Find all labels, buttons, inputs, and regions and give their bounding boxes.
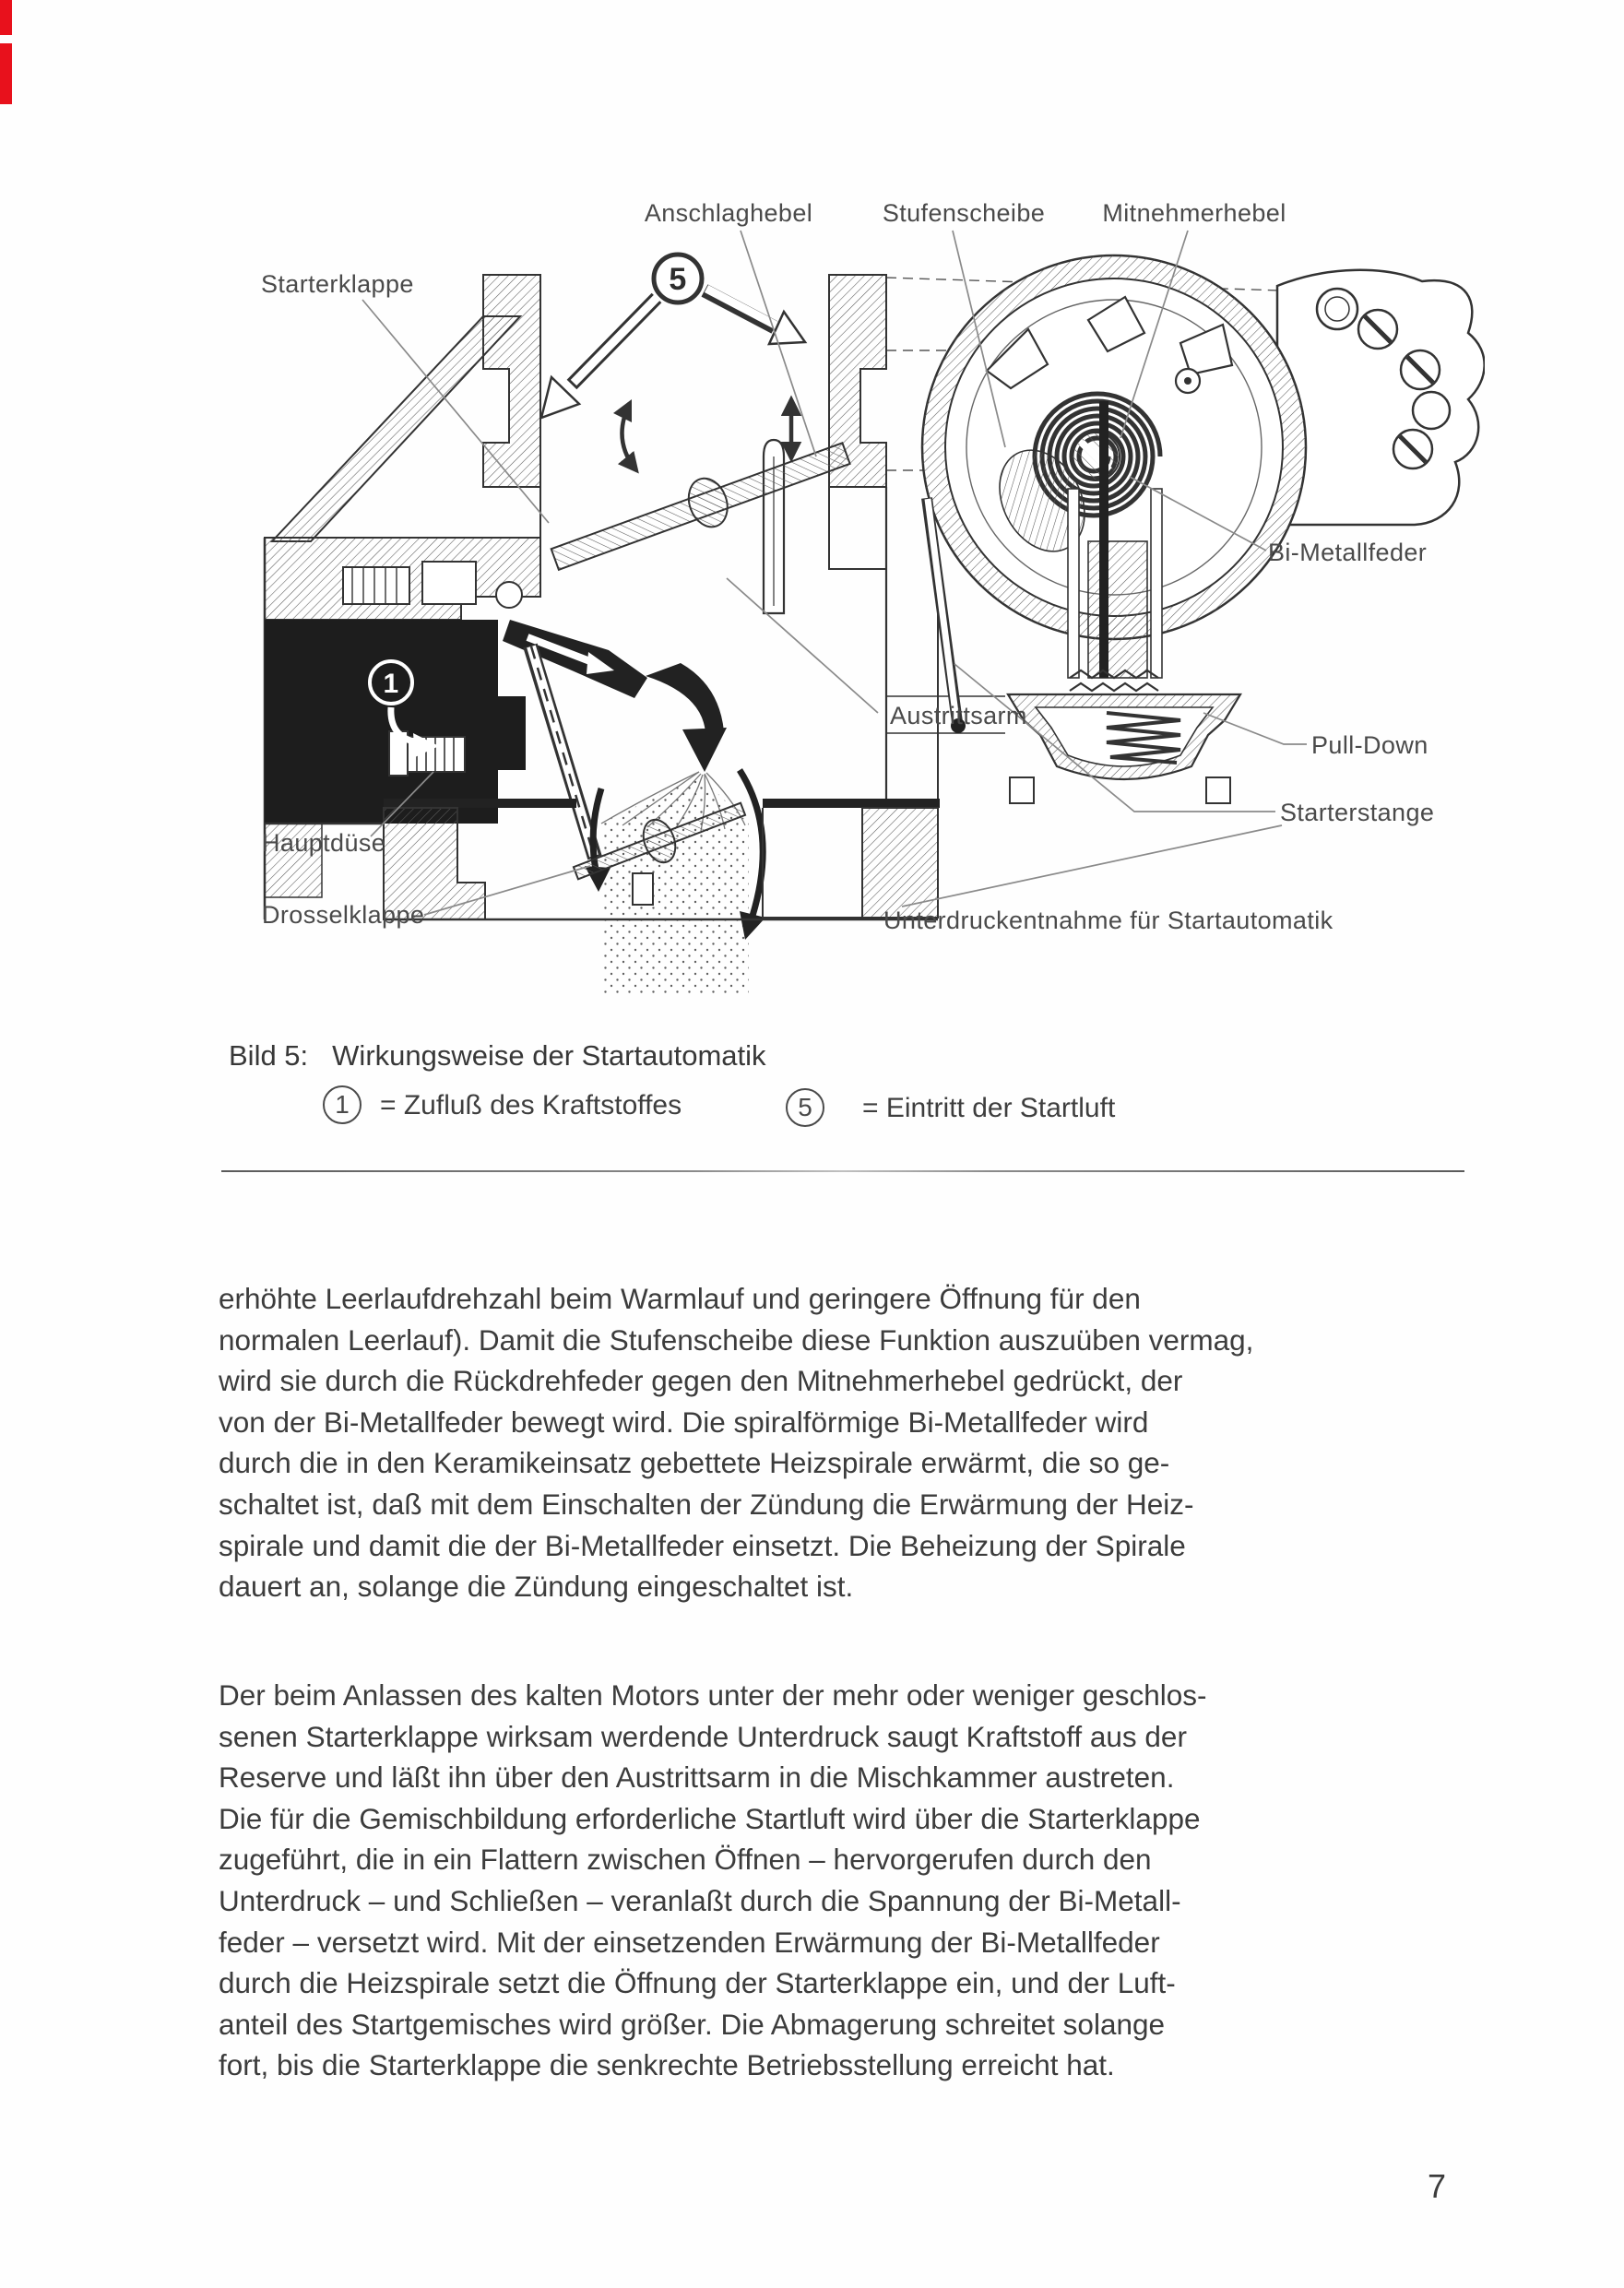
callout-5 [541,255,805,418]
text-line: von der Bi-Metallfeder bewegt wird. Die spiralförmige Bi-Metallfeder wird [219,1405,1149,1439]
text-line: Die für die Gemischbildung erforderliche Startluft wird über die Starterklappe [219,1801,1201,1835]
legend-circle-5 [786,1088,824,1127]
paragraph-1 [219,1278,1464,1607]
label-mitnehmerhebel: Mitnehmerhebel [1102,199,1286,227]
text-line: durch die in den Keramikeinsatz gebettete Heizspirale erwärmt, die so ge- [219,1446,1170,1480]
text-line: normalen Leerlauf). Damit die Stufenscheibe diese Funktion auszuüben vermag, [219,1322,1254,1357]
text-line: zugeführt, die in ein Flattern zwischen Öffnen – hervorgerufen durch den [219,1843,1152,1877]
figure-diagram-startautomatik [129,180,1485,1019]
text-line: wird sie durch die Rückdrehfeder gegen den Mitnehmerhebel gedrückt, der [219,1364,1183,1398]
figure-caption-number: Bild 5: [229,1039,309,1072]
text-line: fort, bis die Starterklappe die senkrechte Betriebsstellung erreicht hat. [219,2048,1115,2082]
carburetor-body-section [265,275,1005,996]
text-line: dauert an, solange die Zündung eingeschaltet ist. [219,1570,854,1604]
legend-1-text: = Zufluß des Kraftstoffes [380,1090,682,1120]
label-unterdruckentnahme: Unterdruckentnahme für Startautomatik [883,907,1334,934]
paragraph-2 [219,1675,1464,2086]
label-anschlaghebel: Anschlaghebel [644,199,813,227]
legend-5-text: = Eintritt der Startluft [862,1093,1116,1123]
text-line: Reserve und läßt ihn über den Austrittsarm in die Mischkammer austreten. [219,1760,1175,1795]
starter-flap [546,399,854,582]
text-line: feder – versetzt wird. Mit der einsetzenden Erwärmung der Bi-Metallfeder [219,1925,1160,1959]
label-stufenscheibe: Stufenscheibe [882,199,1046,227]
scan-edge-mark [0,43,12,104]
page-number: 7 [1428,2167,1447,2205]
text-line: anteil des Startgemisches wird größer. Die Abmagerung schreitet solange [219,2007,1166,2041]
figure-caption-title: Wirkungsweise der Startautomatik [332,1039,766,1072]
text-line: Der beim Anlassen des kalten Motors unter der mehr oder weniger geschlos- [219,1678,1207,1712]
legend-5-number: 5 [798,1093,812,1121]
text-line: durch die Heizspirale setzt die Öffnung der Starterklappe ein, und der Luft- [219,1966,1176,2000]
text-line: Unterdruck – und Schließen – veranlaßt durch die Spannung der Bi-Metall- [219,1883,1181,1917]
scan-edge-mark [0,0,12,35]
label-austrittsarm: Austrittsarm [890,702,1027,729]
legend-circle-1 [323,1085,362,1124]
text-line: senen Starterklappe wirksam werdende Unterdruck saugt Kraftstoff aus der [219,1719,1187,1753]
label-starterstange: Starterstange [1280,799,1435,826]
label-drosselklappe: Drosselklappe [262,901,425,929]
text-line: schaltet ist, daß mit dem Einschalten der Zündung die Erwärmung der Heiz- [219,1487,1194,1521]
callout-1-number: 1 [383,669,399,699]
text-line: erhöhte Leerlaufdrehzahl beim Warmlauf und geringere Öffnung für den [219,1282,1141,1315]
label-starterklappe: Starterklappe [261,270,414,298]
figure-caption [229,1039,766,1073]
label-hauptduese: Hauptdüse [262,829,386,857]
choke-housing [922,255,1485,639]
label-pulldown: Pull-Down [1311,731,1428,759]
label-bimetallfeder: Bi-Metallfeder [1268,539,1428,566]
text-line: spirale und damit die der Bi-Metallfeder einsetzt. Die Beheizung der Spirale [219,1528,1186,1562]
callout-5-number: 5 [669,262,687,297]
legend-1-number: 1 [335,1090,350,1119]
section-divider [221,1170,1464,1172]
